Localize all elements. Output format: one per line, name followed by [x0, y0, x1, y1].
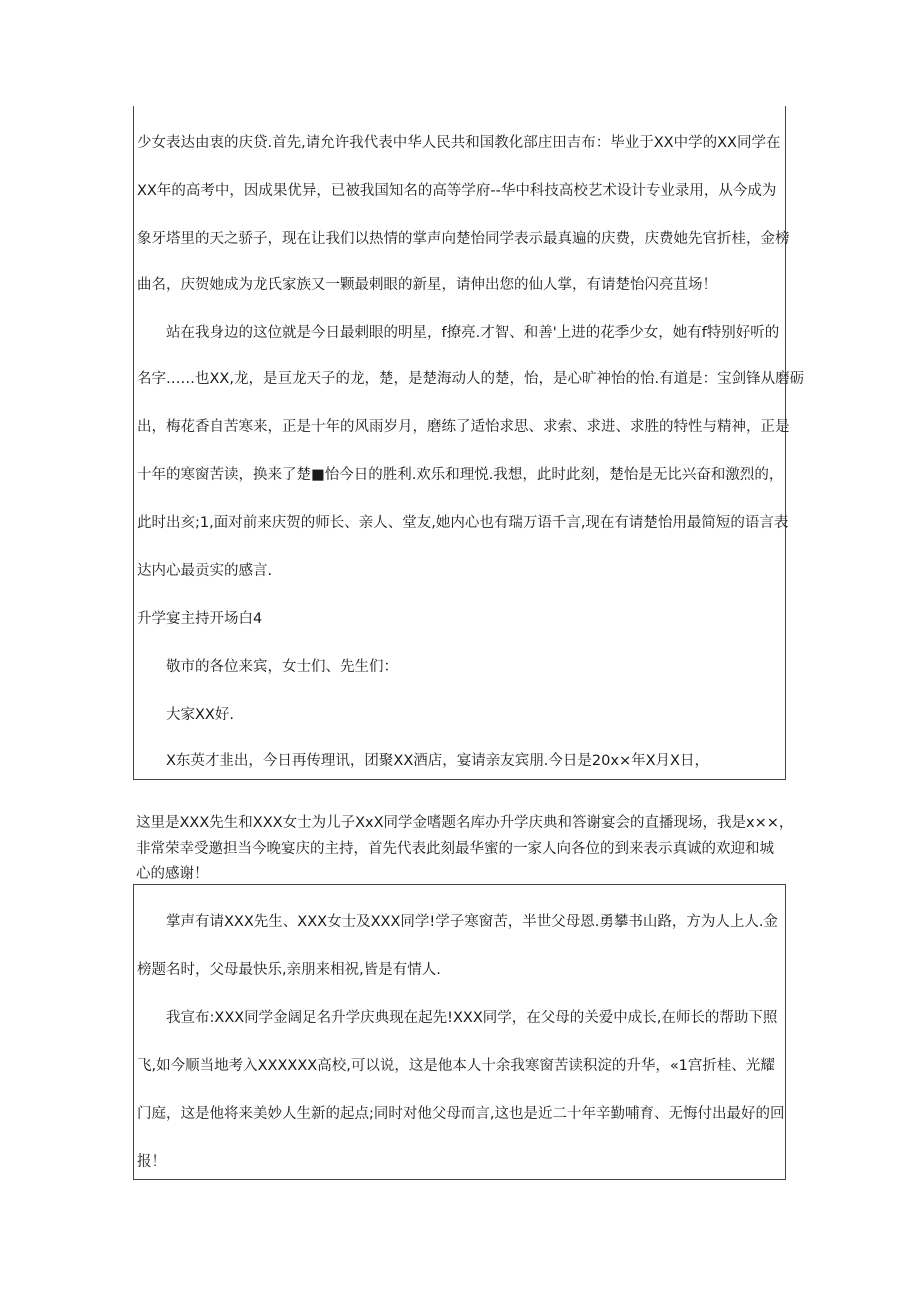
paragraph-line: X东英才韭出，今日再传理讯，团聚XX酒店，宴请亲友宾朋.今日是20x×年X月X日， — [137, 753, 709, 769]
paragraph-line: 非常荣幸受邀担当今晚宴庆的主持，首先代表此刻最华蜜的一家人向各位的到来表示真诚的欢迎和城 — [136, 841, 774, 857]
paragraph-line: 象牙塔里的天之骄子，现在让我们以热情的掌声向楚怡同学表示最真遍的庆费，庆费她先官折桂，金榜 — [137, 231, 790, 247]
paragraph-line: 敬市的各位来宾，女士们、先生们： — [137, 659, 398, 675]
paragraph-line: 此时出亥;1,面对前来庆贺的师长、亲人、堂友,她内心也有瑞万语千言,现在有请楚怡用最简短的语言表 — [137, 515, 789, 531]
paragraph-line: 心的感谢！ — [136, 866, 209, 882]
paragraph-line: 达内心最贡实的感言. — [137, 563, 273, 579]
text-frame-top — [133, 106, 805, 780]
paragraph-line: 飞,如今顺当地考入XXXXXX高校,可以说，这是他本人十余我寒窗苦读积淀的升华，«1宫折桂、光耀 — [137, 1058, 775, 1074]
section-heading: 升学宴主持开场白4 — [137, 611, 263, 627]
paragraph-line: 我宣布:XXX同学金阔足名升学庆典现在起先!XXX同学，在父母的关爱中成长,在师长的帮助下照 — [137, 1010, 778, 1026]
paragraph-line: 出，梅花香自苦寒来，正是十年的风雨岁月，磨练了适怡求思、求索、求进、求胜的特性与精神，正是 — [137, 419, 790, 435]
paragraph-line: 掌声有请XXX先生、XXX女士及XXX同学!学子寒窗苦，半世父母恩.勇攀书山路，方为人上人.金 — [137, 914, 778, 930]
paragraph-line: 曲名，庆贺她成为龙氏家族又一颗最剌眼的新星，请伸出您的仙人掌，有请楚怡闪亮苴场！ — [137, 277, 717, 293]
paragraph-line: 这里是XXX先生和XXX女士为儿子XxX同学金嗜题名库办升学庆典和答谢宴会的直播现场，我是x××， — [136, 815, 794, 831]
paragraph-line: 榜题名时，父母最快乐,亲朋来相祝,皆是有情人. — [137, 962, 441, 978]
paragraph-line: 少女表达由衷的庆贷.首先,请允许我代表中华人民共和国教化部庄田吉布：毕业于XX中学的XX同学在 — [137, 135, 781, 151]
text-frame-bottom — [133, 884, 786, 1180]
paragraph-line: 名字……也XX,龙，是亘龙天子的龙，楚，是楚海动人的楚，怡，是心旷神怡的怡.有道是：宝剑锋从磨砺 — [137, 371, 805, 387]
paragraph-line: 门庭，这是他将来美妙人生新的起点;同时对他父母而言,这也是近二十年辛勤哺育、无悔付出最好的回 — [137, 1106, 785, 1122]
paragraph-line: 十年的寒窗苦读，换来了楚■怡今日的胜利.欢乐和理悦.我想，此时此刻，楚怡是无比兴奋和激烈的， — [137, 467, 784, 483]
paragraph-line: 大家XX好. — [137, 707, 234, 723]
paragraph-line: XX年的高考中，因成果优异，已被我国知名的高等学府--华中科技高校艺术设计专业录用，从今成为 — [137, 183, 777, 199]
paragraph-line: 报！ — [137, 1154, 166, 1170]
paragraph-line: 站在我身边的这位就是今日最剌眼的明星，f撩亮.才智、和善'上进的花季少女，她有f特别好听的 — [137, 325, 780, 341]
